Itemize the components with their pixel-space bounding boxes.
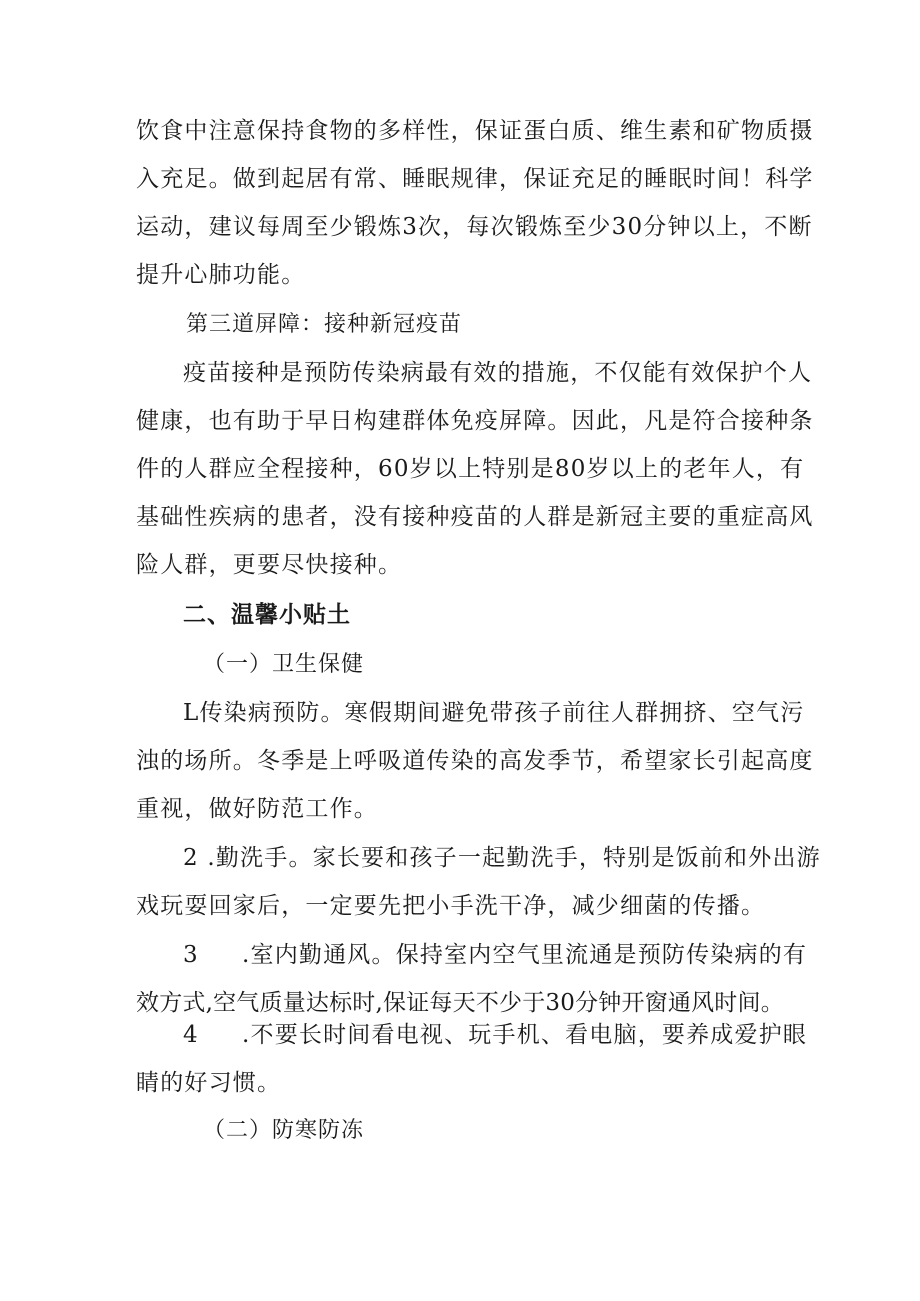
barrier-three-title: 第三道屏障：接种新冠疫苗	[186, 312, 463, 337]
paragraph-diet-line-1: 饮食中注意保持食物的多样性，保证蛋白质、维生素和矿物质摄	[136, 118, 814, 144]
paragraph-vaccine-line-1: 疫苗接种是预防传染病最有效的措施，不仅能有效保护个人	[183, 360, 813, 386]
paragraph-vaccine-line-3: 件的人群应全程接种，60岁以上特别是80岁以上的老年人，有	[136, 456, 805, 482]
tip-1-line-2: 浊的场所。冬季是上呼吸道传染的高发季节，希望家长引起高度	[136, 748, 814, 774]
tip-4-line-2: 睛的好习惯。	[136, 1070, 282, 1096]
tip-3-line-2: 效方式,空气质量达标时,保证每天不少于30分钟开窗通风时间。	[136, 990, 784, 1016]
subsection-one-title: （一）卫生保健	[203, 652, 365, 677]
paragraph-vaccine-line-5: 险人群，更要尽快接种。	[136, 552, 403, 578]
paragraph-diet-line-2: 入充足。做到起居有常、睡眠规律，保证充足的睡眠时间！科学	[136, 166, 814, 192]
paragraph-vaccine-line-4: 基础性疾病的患者，没有接种疫苗的人群是新冠主要的重症高风	[136, 504, 814, 530]
tip-1-line-1: L传染病预防。寒假期间避免带孩子前往人群拥挤、空气污	[183, 700, 805, 726]
paragraph-diet-line-4: 提升心肺功能。	[136, 262, 306, 288]
section-two-heading: 二、温馨小贴土	[183, 602, 351, 628]
paragraph-diet-line-3: 运动，建议每周至少锻炼3次，每次锻炼至少30分钟以上，不断	[136, 214, 813, 240]
tip-2-line-2: 戏玩耍回家后，一定要先把小手洗干净，减少细菌的传播。	[136, 893, 766, 919]
tip-1-line-3: 重视，做好防范工作。	[136, 796, 378, 822]
tip-4-number: 4	[183, 1022, 199, 1048]
subsection-two-title: （二）防寒防冻	[203, 1118, 365, 1143]
tip-3-line-1: .室内勤通风。保持室内空气里流通是预防传染病的有	[242, 942, 808, 968]
tip-3-number: 3	[183, 942, 199, 968]
tip-2-line-1: 2 .勤洗手。家长要和孩子一起勤洗手，特别是饭前和外出游	[183, 845, 821, 871]
paragraph-vaccine-line-2: 健康，也有助于早日构建群体免疫屏障。因此，凡是符合接种条	[136, 408, 814, 434]
tip-4-line-1: .不要长时间看电视、玩手机、看电脑，要养成爱护眼	[242, 1022, 808, 1048]
